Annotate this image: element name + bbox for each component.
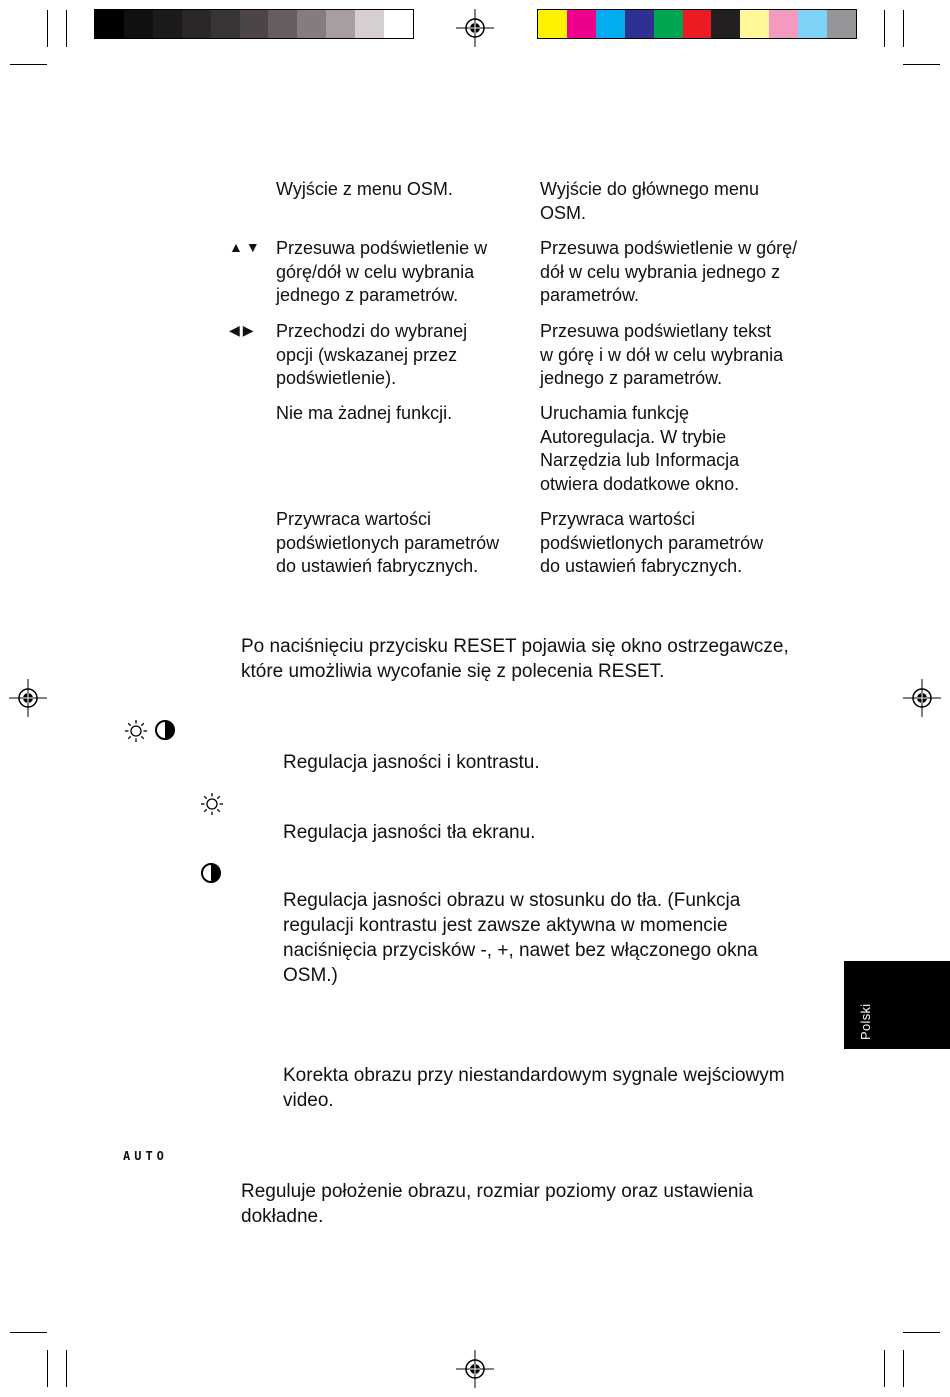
cell-line: podświetlonych parametrów — [276, 532, 500, 553]
color-swatch — [596, 10, 625, 38]
language-tab-label: Polski — [858, 1003, 873, 1040]
registration-mark-bottom-icon — [456, 1350, 494, 1388]
cell-line: Przesuwa podświetlenie w — [276, 238, 488, 258]
cell-line: górę/dół w celu wybrania — [276, 261, 475, 282]
grayscale-bar — [94, 9, 414, 39]
table-row-updown-col1 — [276, 237, 487, 308]
cell-line: do ustawień fabrycznych. — [540, 556, 743, 576]
table-row-updown-col2 — [540, 237, 797, 308]
cell-line: otwiera dodatkowe okno. — [540, 473, 740, 494]
table-row-leftright-col1 — [276, 320, 467, 391]
color-swatch — [153, 10, 182, 38]
registration-mark-left-icon — [9, 679, 47, 717]
cell-line: Przechodzi do wybranej — [276, 321, 468, 341]
color-swatch — [326, 10, 355, 38]
color-swatch — [211, 10, 240, 38]
cell-line: Nie ma żadnej funkcji. — [276, 403, 453, 423]
table-row-reset-col2 — [540, 508, 763, 579]
color-swatch — [711, 10, 740, 38]
cell-line: do ustawień fabrycznych. — [276, 556, 479, 576]
table-row-exit-col2 — [540, 178, 759, 225]
reset-note — [241, 634, 789, 684]
color-swatch — [538, 10, 567, 38]
table-row-leftright-col2 — [540, 320, 783, 391]
up-down-arrows-icon: ▲▼ — [229, 239, 263, 255]
cell-line: Przywraca wartości — [276, 509, 432, 529]
auto-label: AUTO — [123, 1149, 168, 1163]
color-swatch — [798, 10, 827, 38]
color-swatch — [240, 10, 269, 38]
paragraph-line: OSM.) — [283, 965, 338, 986]
cell-line: jednego z parametrów. — [540, 368, 723, 388]
cell-line: Narzędzia lub Informacja — [540, 450, 740, 470]
cell-line: Uruchamia funkcję — [540, 403, 690, 423]
table-row-exit-col1 — [276, 178, 453, 202]
color-swatch — [769, 10, 798, 38]
color-swatch — [355, 10, 384, 38]
color-swatch — [182, 10, 211, 38]
registration-mark-top-icon — [456, 9, 494, 47]
contrast-icon — [200, 862, 222, 884]
cell-line: Wyjście z menu OSM. — [276, 179, 453, 199]
table-row-reset-col1 — [276, 508, 499, 579]
cell-line: Przesuwa podświetlany tekst — [540, 321, 772, 341]
contrast-icon — [154, 719, 176, 741]
cell-line: podświetlenie). — [276, 368, 397, 388]
color-swatch — [124, 10, 153, 38]
cell-line: OSM. — [540, 202, 587, 223]
paragraph-line: Reguluje położenie obrazu, rozmiar poziomy oraz ustawienia — [241, 1181, 754, 1202]
cell-line: Przywraca wartości — [540, 509, 696, 529]
cell-line: podświetlonych parametrów — [540, 532, 764, 553]
color-swatch — [625, 10, 654, 38]
cell-line: parametrów. — [540, 285, 640, 305]
cell-line: Przesuwa podświetlenie w górę/ — [540, 238, 798, 258]
paragraph-line: naciśnięcia przycisków -, +, nawet bez włączonego okna — [283, 940, 758, 961]
cell-line: dół w celu wybrania jednego z — [540, 261, 781, 282]
cell-line: Autoregulacja. W trybie — [540, 426, 727, 447]
paragraph-line: video. — [283, 1090, 334, 1111]
paragraph-line: regulacji kontrastu jest zawsze aktywna w momencie — [283, 915, 728, 936]
table-row-auto-col1 — [276, 402, 452, 426]
cell-line: w górę i w dół w celu wybrania — [540, 344, 784, 365]
color-swatch — [384, 10, 413, 38]
brightness-contrast-desc: Regulacja jasności i kontrastu. — [283, 752, 540, 773]
color-swatch — [95, 10, 124, 38]
brightness-icon — [124, 719, 148, 743]
brightness-desc: Regulacja jasności tła ekranu. — [283, 822, 536, 843]
color-swatch — [740, 10, 769, 38]
registration-mark-right-icon — [903, 679, 941, 717]
table-row-auto-col2 — [540, 402, 739, 496]
contrast-desc — [283, 888, 758, 988]
brightness-icon — [200, 792, 224, 816]
color-swatch — [297, 10, 326, 38]
paragraph-line: Po naciśnięciu przycisku RESET pojawia się okno ostrzegawcze, — [241, 636, 789, 657]
paragraph-line: które umożliwia wycofanie się z polecenia RESET. — [241, 661, 665, 682]
cell-line: Wyjście do głównego menu — [540, 179, 759, 199]
cell-line: opcji (wskazanej przez — [276, 344, 458, 365]
paragraph-line: Korekta obrazu przy niestandardowym sygnale wejściowym — [283, 1065, 785, 1086]
color-swatch — [654, 10, 683, 38]
color-swatch — [683, 10, 712, 38]
correction-desc — [283, 1063, 785, 1113]
left-right-arrows-icon: ◀▶ — [229, 322, 257, 338]
paragraph-line: Regulacja jasności obrazu w stosunku do tła. (Funkcja — [283, 890, 741, 911]
color-swatch — [268, 10, 297, 38]
cell-line: jednego z parametrów. — [276, 285, 459, 305]
paragraph-line: dokładne. — [241, 1206, 324, 1227]
color-bar — [537, 9, 857, 39]
color-swatch — [827, 10, 856, 38]
auto-desc — [241, 1179, 753, 1229]
color-swatch — [567, 10, 596, 38]
